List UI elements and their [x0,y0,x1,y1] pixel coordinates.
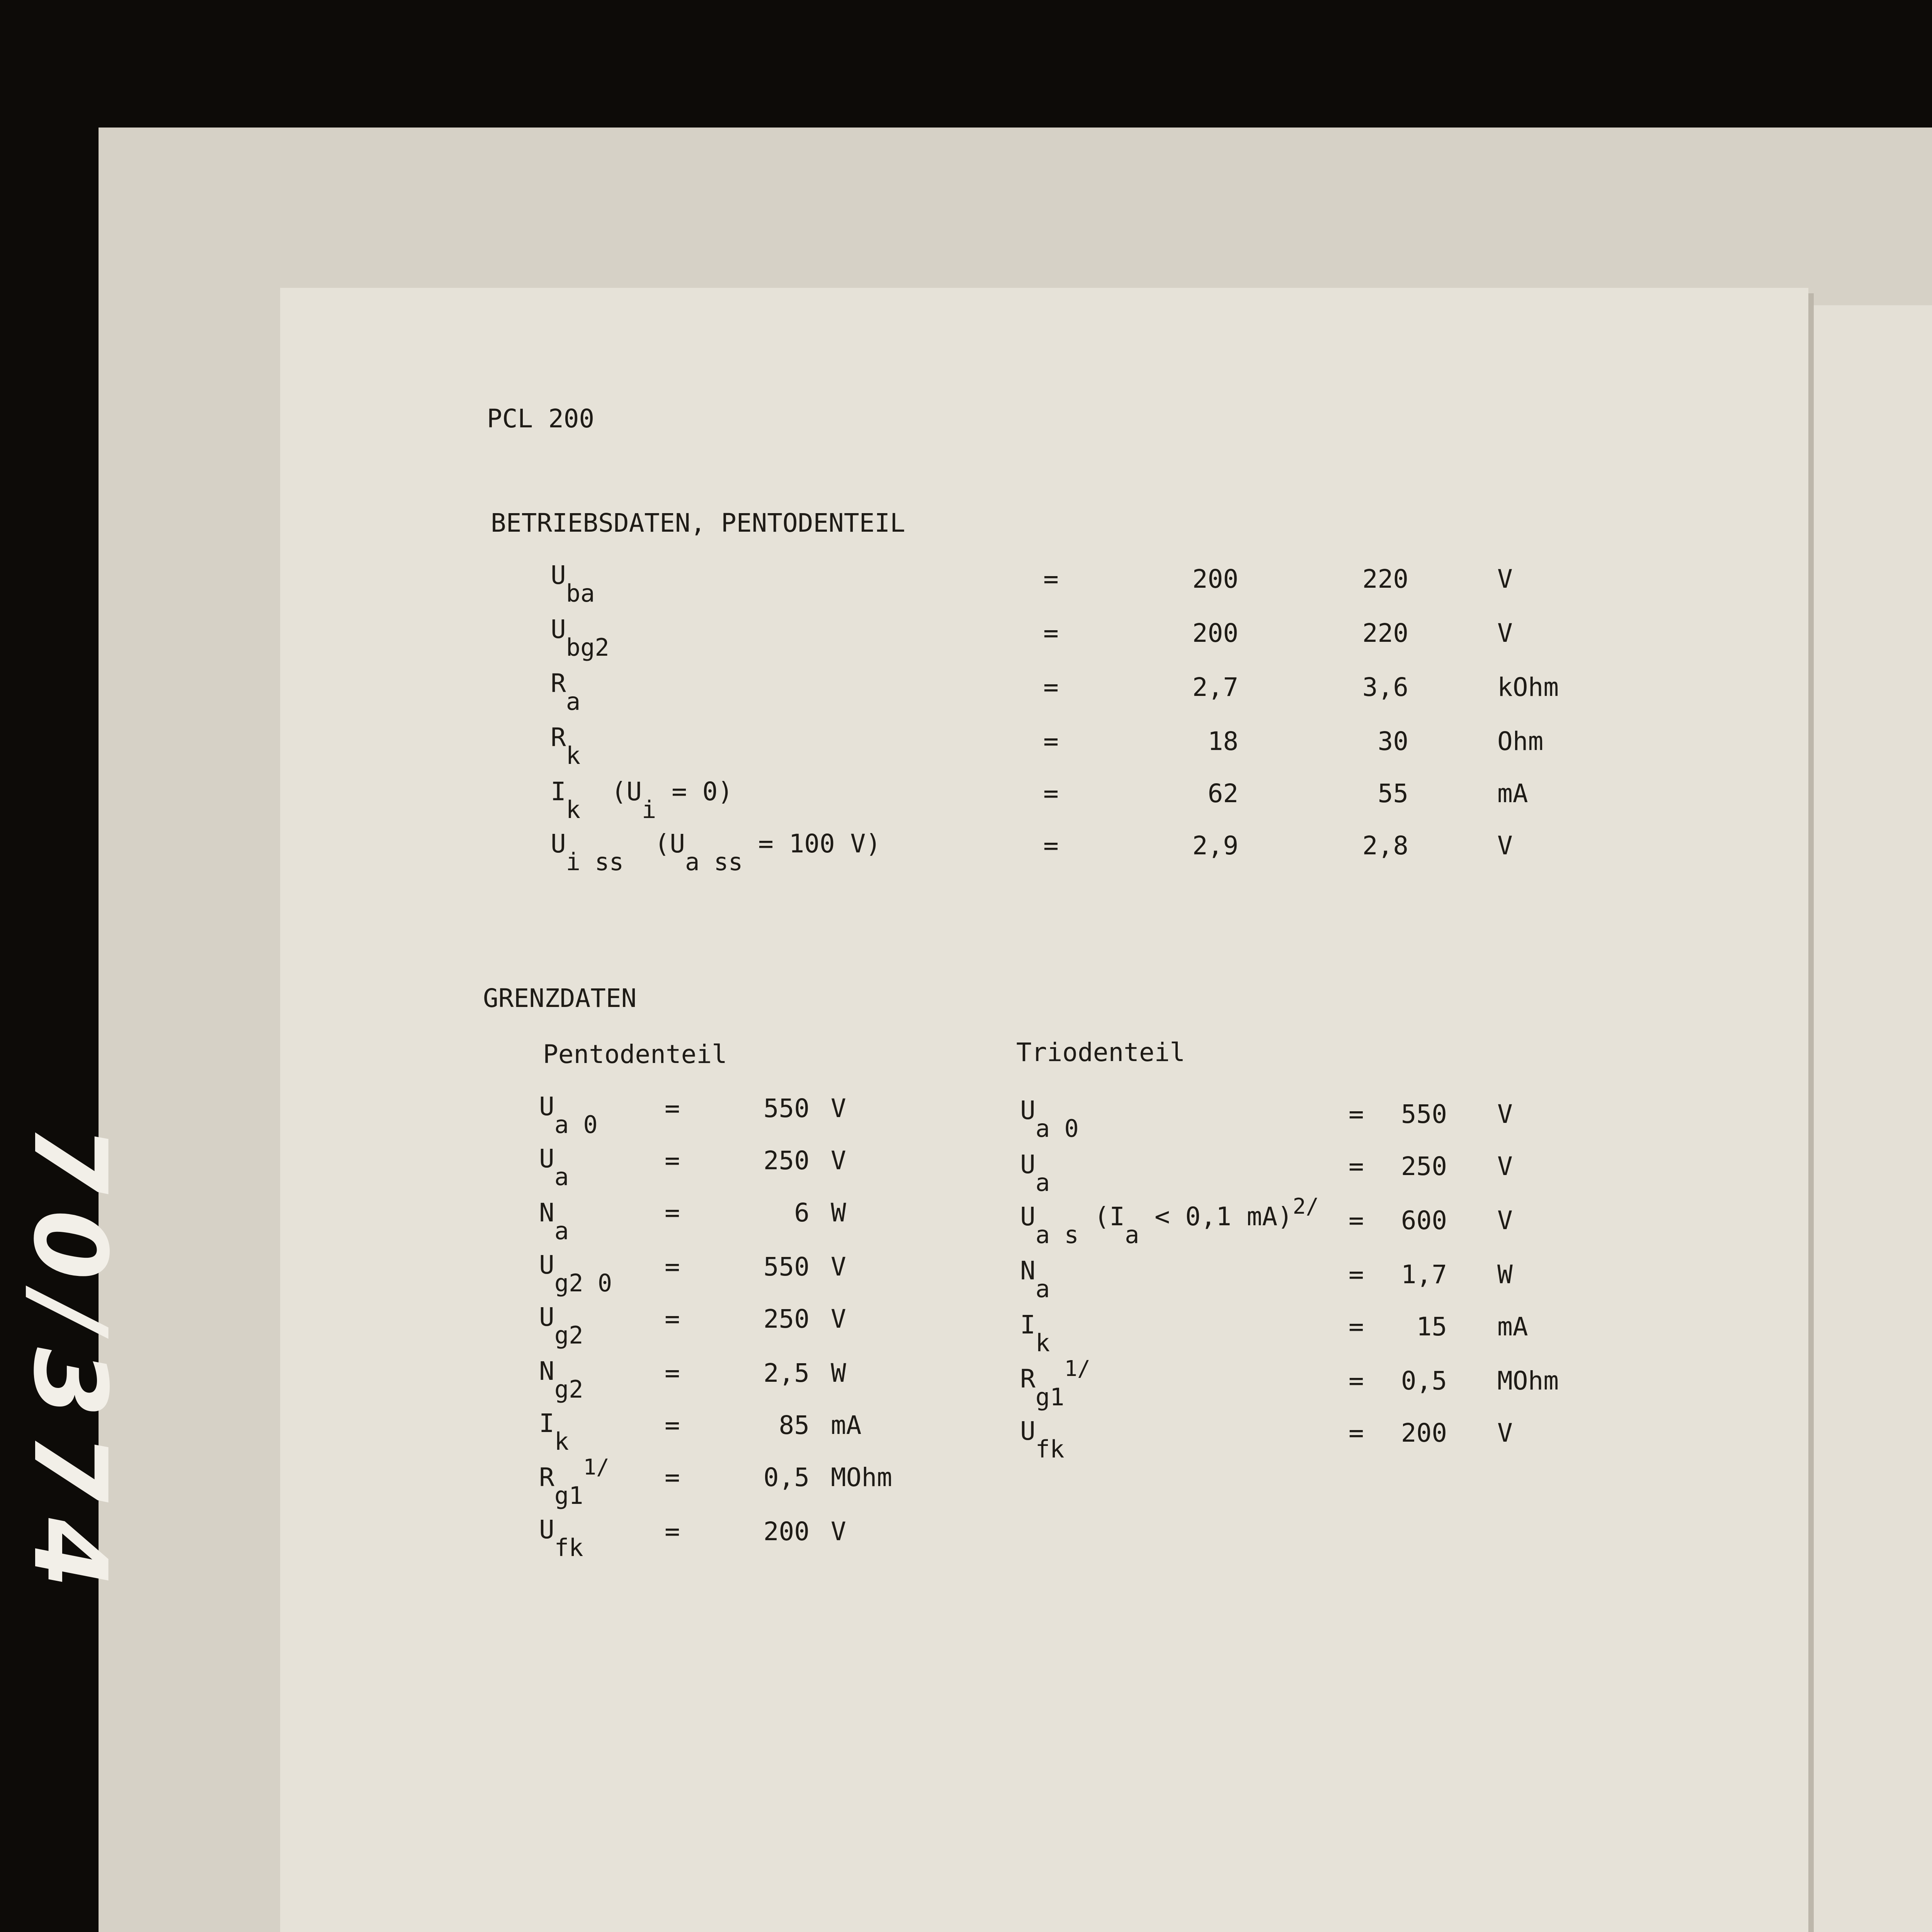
param-symbol: Ua [1020,1150,1050,1197]
param-symbol: Ua [539,1144,569,1191]
unit: V [831,1517,846,1546]
param-symbol: Ik [539,1408,569,1456]
param-symbol: Na [1020,1256,1050,1303]
value-1: 200 [1192,564,1238,594]
equals-sign: = [665,1252,680,1282]
equals-sign: = [1349,1099,1364,1129]
unit: mA [1497,779,1528,808]
value: 6 [794,1198,810,1228]
triode-heading: Triodenteil [1016,1037,1185,1067]
param-symbol: Ufk [539,1515,583,1562]
unit: V [831,1252,846,1282]
param-symbol: Ng2 [539,1356,583,1403]
value-2: 220 [1362,564,1408,594]
param-symbol: Ufk [1020,1416,1065,1463]
value: 250 [763,1304,810,1334]
value-1: 200 [1192,618,1238,648]
equals-sign: = [1349,1418,1364,1448]
unit: mA [1497,1312,1528,1342]
equals-sign: = [665,1358,680,1388]
param-symbol: Ubg2 [551,614,609,662]
equals-sign: = [665,1198,680,1228]
value-1: 2,9 [1192,831,1238,861]
param-symbol: Ik [1020,1310,1050,1357]
unit: V [1497,1418,1513,1448]
unit: V [1497,1099,1513,1129]
unit: W [1497,1260,1513,1289]
unit: V [831,1146,846,1175]
unit: V [831,1304,846,1334]
value-1: 18 [1208,726,1238,756]
value: 0,5 [763,1463,810,1492]
value-2: 2,8 [1362,831,1408,861]
value-2: 55 [1378,779,1408,808]
param-symbol: Ui ss (Ua ss = 100 V) [551,829,881,876]
equals-sign: = [665,1146,680,1175]
param-symbol: $Rg1^{1/}$ [1020,1356,1090,1411]
equals-sign: = [1349,1260,1364,1289]
equals-sign: = [1349,1151,1364,1181]
equals-sign: = [665,1304,680,1334]
param-symbol: Ua 0 [539,1092,598,1139]
equals-sign: = [665,1410,680,1440]
value: 550 [763,1252,810,1282]
param-symbol: Ua s (Ia < 0,1 mA)$^{2/}$ [1020,1194,1319,1249]
equals-sign: = [665,1517,680,1546]
param-symbol: Ra [551,668,581,716]
param-symbol: Rk [551,723,581,770]
unit: V [831,1094,846,1123]
unit: MOhm [1497,1366,1559,1396]
param-symbol: Uba [551,560,595,607]
param-symbol: Ik (Ui = 0) [551,777,733,824]
value: 250 [1401,1151,1447,1181]
value: 0,5 [1401,1366,1447,1396]
unit: W [831,1198,846,1228]
value: 550 [763,1094,810,1123]
unit: V [1497,1206,1513,1235]
unit: V [1497,618,1513,648]
value: 85 [779,1410,810,1440]
section-title-betriebsdaten: BETRIEBSDATEN, PENTODENTEIL [491,508,905,538]
value: 200 [763,1517,810,1546]
film-frame-number: 70/374 [11,1124,128,1604]
equals-sign: = [1043,726,1059,756]
equals-sign: = [1043,831,1059,861]
equals-sign: = [665,1463,680,1492]
value: 200 [1401,1418,1447,1448]
value-1: 2,7 [1192,672,1238,702]
param-symbol: Ua 0 [1020,1095,1079,1143]
unit: MOhm [831,1463,892,1492]
value: 1,7 [1401,1260,1447,1289]
equals-sign: = [1043,672,1059,702]
equals-sign: = [1349,1366,1364,1396]
value-1: 62 [1208,779,1238,808]
value: 2,5 [763,1358,810,1388]
unit: W [831,1358,846,1388]
value-2: 3,6 [1362,672,1408,702]
param-symbol: Ug2 0 [539,1250,612,1297]
unit: Ohm [1497,726,1544,756]
value: 15 [1416,1312,1447,1342]
equals-sign: = [1349,1206,1364,1235]
param-symbol: Ug2 [539,1302,583,1349]
equals-sign: = [665,1094,680,1123]
document-page [280,288,1808,1932]
unit: V [1497,564,1513,594]
param-symbol: $Rg1^{1/}$ [539,1455,609,1510]
equals-sign: = [1349,1312,1364,1342]
document-header: PCL 200 [487,404,595,434]
param-symbol: Na [539,1198,569,1245]
unit: V [1497,831,1513,861]
equals-sign: = [1043,618,1059,648]
value-2: 220 [1362,618,1408,648]
section-title-grenzdaten: GRENZDATEN [483,983,637,1013]
equals-sign: = [1043,564,1059,594]
value: 250 [763,1146,810,1175]
unit: kOhm [1497,672,1559,702]
equals-sign: = [1043,779,1059,808]
unit: mA [831,1410,862,1440]
pentode-heading: Pentodenteil [543,1039,727,1069]
value: 550 [1401,1099,1447,1129]
unit: V [1497,1151,1513,1181]
back-page [1808,305,1932,1932]
value-2: 30 [1378,726,1408,756]
value: 600 [1401,1206,1447,1235]
